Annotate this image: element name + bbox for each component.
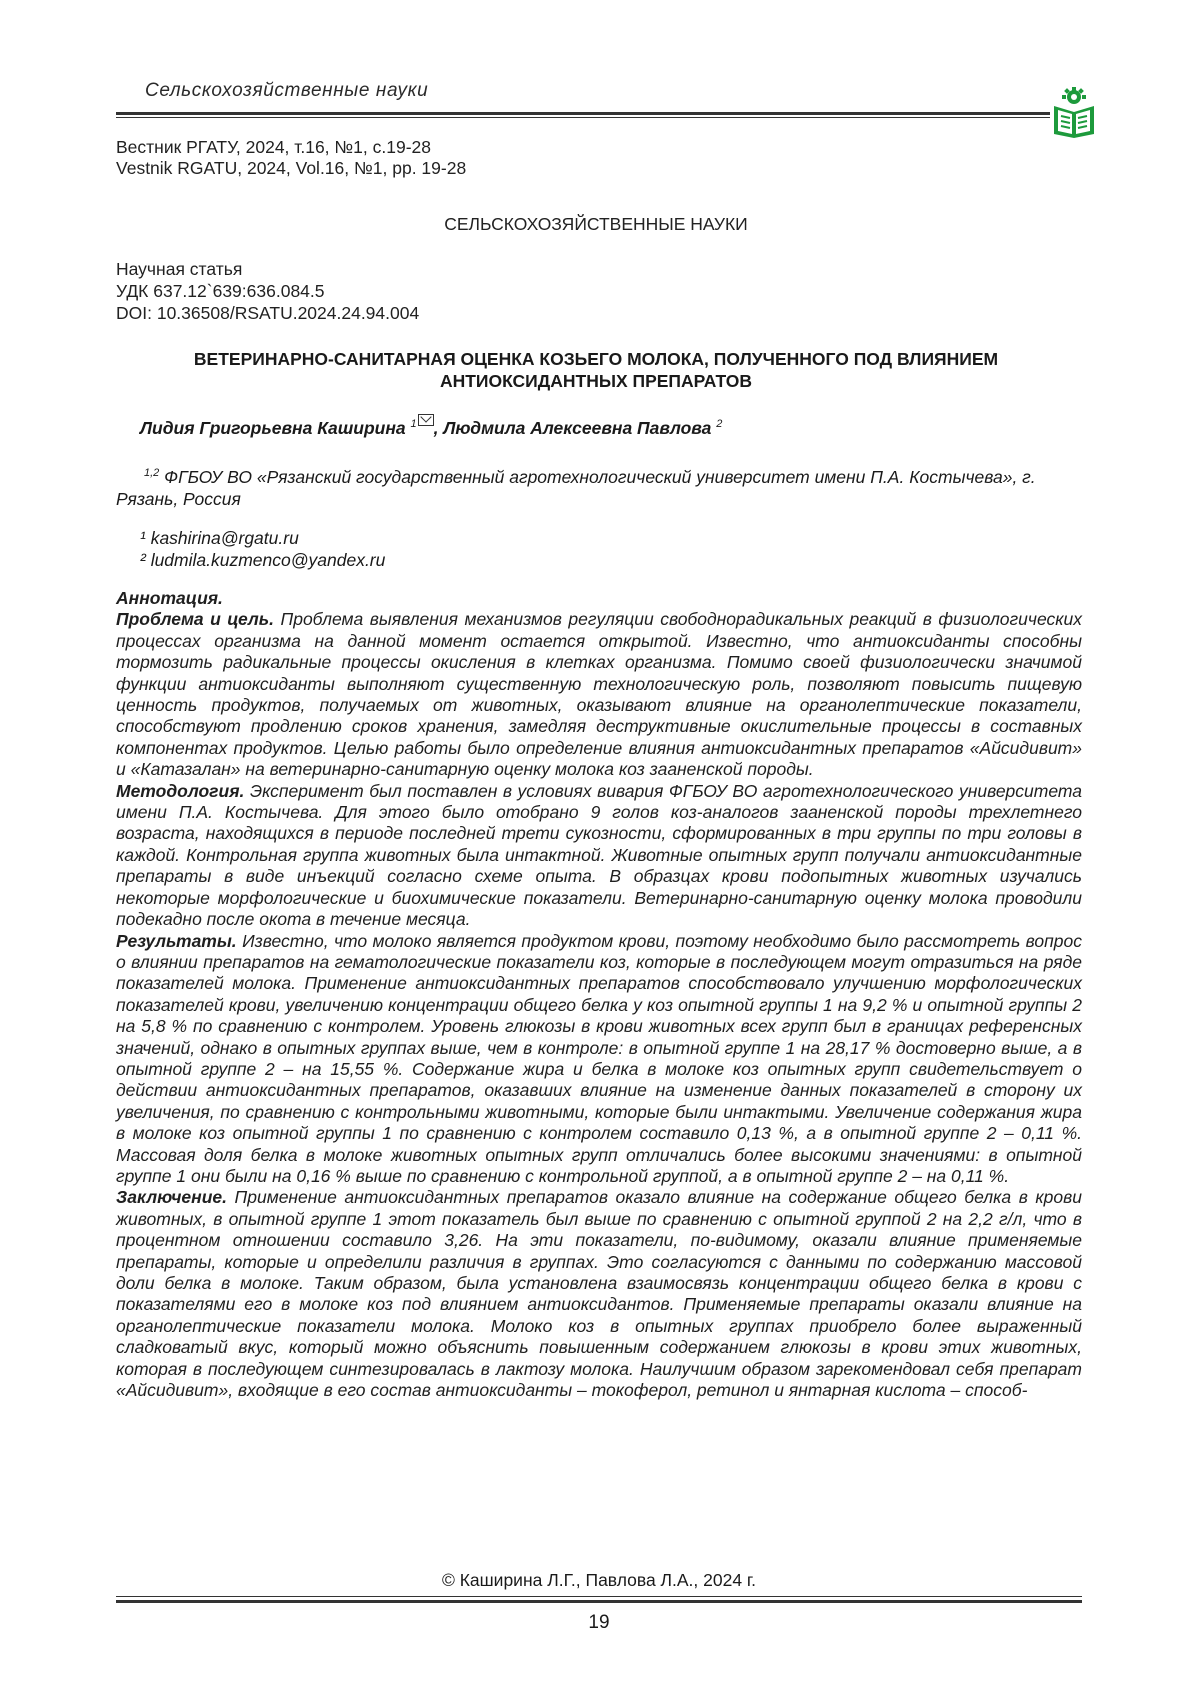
footer-rule-thick: [116, 1600, 1082, 1603]
results-label: Результаты.: [116, 930, 237, 951]
abstract: [116, 588, 1082, 1401]
footer-rule-thin: [116, 1596, 1082, 1597]
methods-label: Методология.: [116, 780, 245, 801]
results-text: Известно, что молоко является продуктом крови, поэтому необходимо было рассмотреть вопрос о влиянии препаратов на гематологические показатели коз, которые в последующем могут отразиться на ряде показателей молока. Применение антиоксидантных препаратов способствовало улучшению морфологических показателей крови, увеличению концентрации общего белка у коз опытной группы 1 на 9,2 % и опытной группы 2 на 5,8 % по сравнению с контролем. Уровень глюкозы в крови животных всех групп был в границах референсных значений, однако в опытных группах выше, чем в контроле: в опытной группе 1 на 28,17 % достоверно выше, а в опытной группе 2 – на 15,55 %. Содержание жира и белка в молоке коз опытных групп свидетельствует о действии антиоксидантных препаратов, оказавших влияние на изменение данных показателей в сторону их увеличения, по сравнению с контрольными животными, которые были интактыми. Увеличение содержания жира в молоке коз опытной группы 1 по сравнению с контролем составило 0,13 %, а в опытной группе 2 – 0,11 %. Массовая доля белка в молоке животных опытных групп отличались более высокими значениями: в опытной группе 1 они были на 0,16 % выше по сравнению с контрольной группой, а в опытной группе 2 – на 0,11 %.: [116, 930, 1082, 1186]
envelope-icon: [418, 414, 434, 426]
article-type: Научная статья: [116, 259, 243, 279]
conclusion-label: Заключение.: [116, 1187, 227, 1208]
header-rule-thin: [116, 117, 1050, 118]
authors: [140, 418, 722, 439]
problem-label: Проблема и цель.: [116, 609, 275, 630]
author-2-sup: 2: [716, 418, 723, 431]
title-line-2: АНТИОКСИДАНТНЫХ ПРЕПАРАТОВ: [439, 371, 753, 391]
author-1-sup: 1: [410, 418, 417, 431]
methods-text: Эксперимент был поставлен в условиях вивария ФГБОУ ВО агротехнологического университета имени П.А. Костычева. Для этого было отобрано 9 голов коз-аналогов зааненской породы трехлетнего возраста, находящихся в периоде последней трети сукозности, сформированных в три группы по три головы в каждой. Контрольная группа животных была интактной. Животные опытных групп получали антиоксидантные препараты в виде инъекций согласно схеме опыта. В образцах крови подопытных животных изучались некоторые морфологические и биохимические показатели. Ветеринарно-санитарную оценку молока проводили подекадно после окота в течение месяца.: [116, 780, 1082, 930]
author-1: Лидия Григорьевна Каширина: [140, 418, 406, 438]
header-rule-thick: [116, 112, 1050, 115]
affiliation: [116, 462, 1082, 510]
article-title: [116, 348, 1076, 392]
conclusion-text: Применение антиоксидантных препаратов оказало влияние на содержание общего белка в крови животных, в опытной группе 1 этот показатель был выше по сравнению с опытной группой 2 на 2,2 г/л, что в процентном отношении составило 3,26. На эти показатели, по-видимому, оказали влияние применяемые препараты, которые и определили различия в группах. Это согласуются с данными по содержанию массовой доли белка в молоке. Таким образом, была установлена взаимосвязь концентрации общего белка в крови с показателями его в молоке коз под влиянием антиоксидантов. Применяемые препараты оказали влияние на органолептические показатели молока. Молоко коз в опытных группах приобрело более выраженный сладковатый вкус, который можно объяснить повышенным содержанием глюкозы в крови этих животных, которая в последующем синтезировалась в лактозу молока. Наилучшим образом зарекомендовал себя препарат «Айсидивит», входящие в его состав антиоксиданты – токоферол, ретинол и янтарная кислота – способ-: [116, 1187, 1082, 1401]
section-heading: СЕЛЬСКОХОЗЯЙСТВЕННЫЕ НАУКИ: [444, 214, 748, 234]
abstract-heading: Аннотация.: [116, 588, 223, 608]
running-head: Сельскохозяйственные науки: [145, 80, 429, 101]
doi: DOI: 10.36508/RSATU.2024.24.94.004: [116, 303, 420, 323]
email-1: ¹ kashirina@rgatu.ru: [140, 528, 299, 548]
page-number: 19: [588, 1612, 610, 1633]
copyright: © Каширина Л.Г., Павлова Л.А., 2024 г.: [441, 1570, 757, 1590]
title-line-1: ВЕТЕРИНАРНО-САНИТАРНАЯ ОЦЕНКА КОЗЬЕГО МОЛОКА, ПОЛУЧЕННОГО ПОД ВЛИЯНИЕМ: [193, 349, 999, 369]
journal-logo-icon: [1052, 86, 1096, 138]
problem-text: Проблема выявления механизмов регуляции свободнорадикальных реакций в физиологических процессах организма на данной момент остается открытой. Известно, что антиоксиданты способны тормозить радикальные процессы окисления в клетках организма. Помимо своей физиологически значимой функции антиоксиданты выполняют существенную технологическую роль, позволяют повысить пищевую ценность продуктов, получаемых от животных, оказывают влияние на органолептические показатели, способствуют продлению сроков хранения, замедляя деструктивные окислительные процессы в составных компонентах продуктов. Целью работы было определение влияния антиоксидантных препаратов «Айсидивит» и «Катазалан» на ветеринарно-санитарную оценку молока коз зааненской породы.: [116, 609, 1082, 780]
email-2: ² ludmila.kuzmenco@yandex.ru: [140, 550, 386, 570]
citation-ru: Вестник РГАТУ, 2024, т.16, №1, с.19-28: [116, 137, 431, 157]
affiliation-sup: 1,2: [144, 467, 160, 479]
citation-en: Vestnik RGATU, 2024, Vol.16, №1, pp. 19-28: [116, 158, 467, 178]
udk: УДК 637.12`639:636.084.5: [116, 281, 325, 301]
affiliation-text: ФГБОУ ВО «Рязанский государственный агротехнологический университет имени П.А. Костычева», г. Рязань, Россия: [116, 466, 1036, 509]
author-2: , Людмила Алексеевна Павлова: [433, 418, 712, 438]
